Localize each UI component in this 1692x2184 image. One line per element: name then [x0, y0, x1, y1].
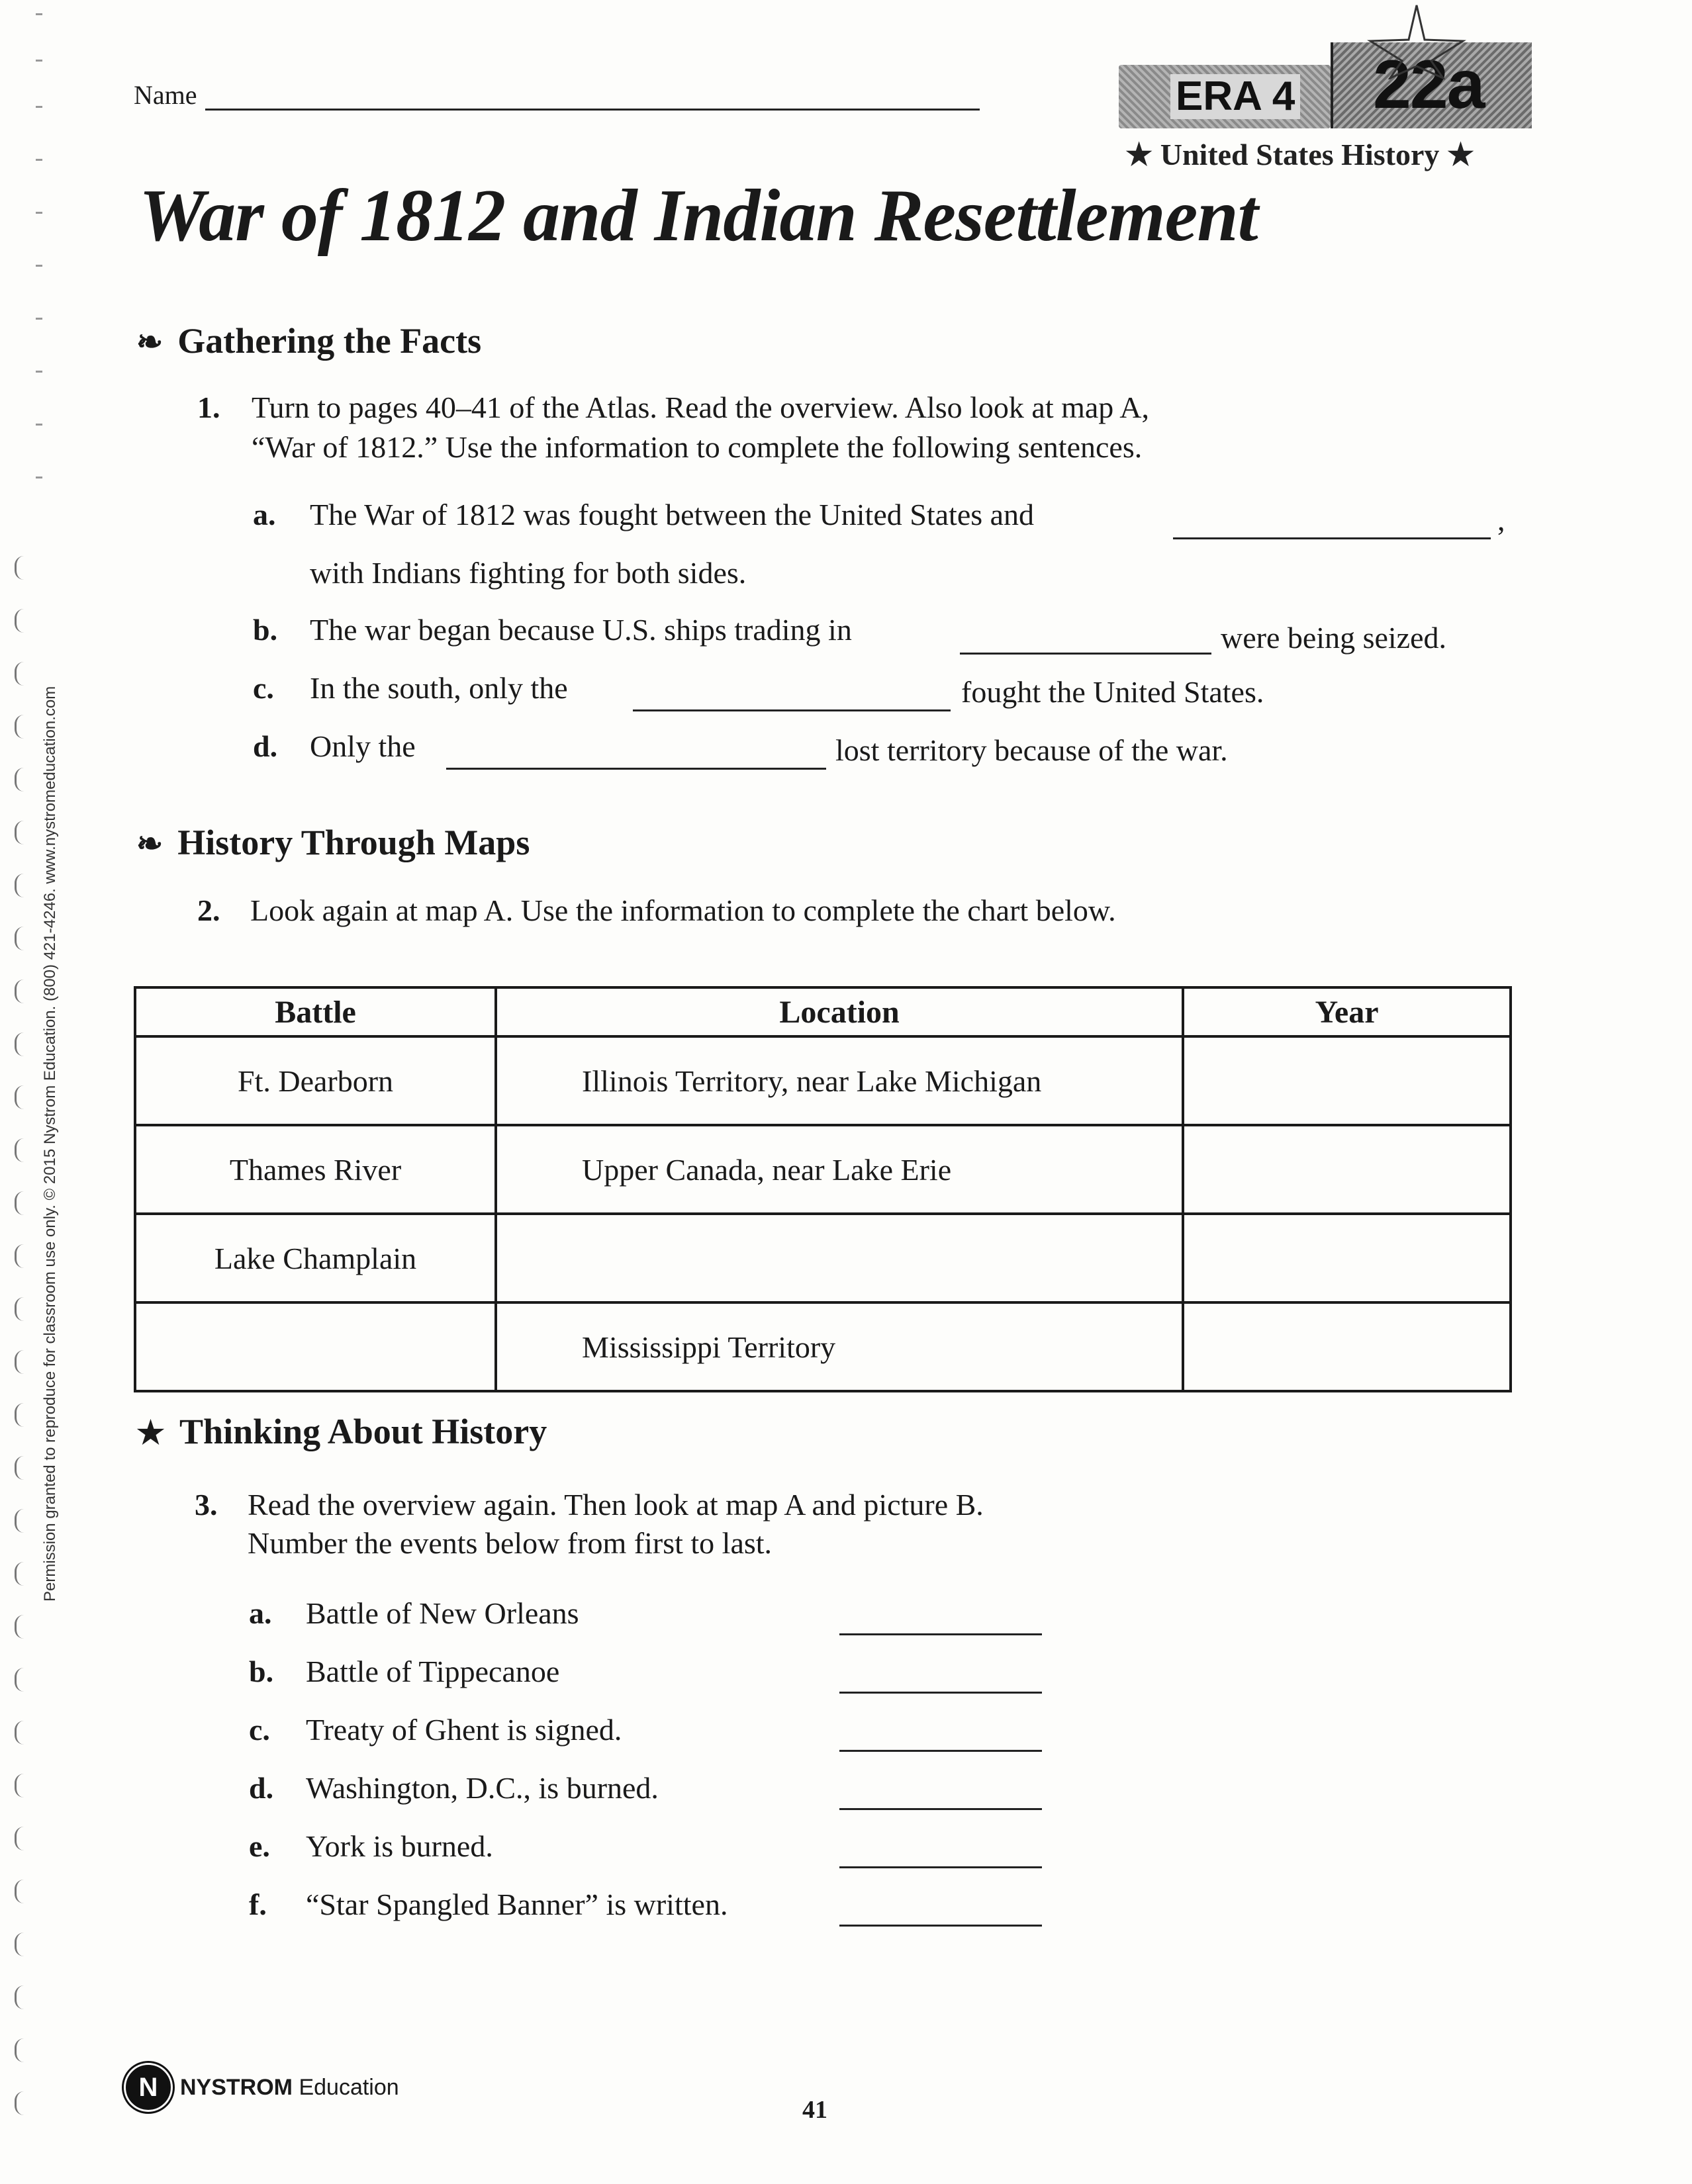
battle-chart: [134, 986, 1512, 1392]
name-label: Name: [134, 80, 197, 110]
year-cell[interactable]: [1183, 1214, 1511, 1302]
answer-blank[interactable]: [1173, 537, 1491, 539]
battle-cell: Thames River: [135, 1125, 496, 1214]
item-text-cont: with Indians fighting for both sides.: [310, 556, 747, 590]
column-header-year: Year: [1183, 987, 1511, 1036]
location-cell[interactable]: [496, 1214, 1183, 1302]
item-text-after: lost territory because of the war.: [835, 733, 1228, 767]
event-order-blank[interactable]: [839, 1866, 1042, 1868]
event-order-blank[interactable]: [839, 1925, 1042, 1927]
year-cell[interactable]: [1183, 1125, 1511, 1214]
question-3-number: 3.: [195, 1488, 218, 1522]
item-text: Only the: [310, 729, 416, 763]
question-1-number: 1.: [197, 390, 220, 424]
nystrom-logo-icon: N: [126, 2065, 171, 2110]
section-heading: History Through Maps: [177, 823, 530, 862]
item-letter: c.: [253, 671, 274, 705]
event-letter: c.: [249, 1713, 270, 1747]
event-text: York is burned.: [306, 1829, 493, 1863]
section-heading: Gathering the Facts: [177, 321, 482, 361]
publisher-logo: [126, 2065, 399, 2110]
column-header-location: Location: [496, 987, 1183, 1036]
section-thinking-about-history: [136, 1411, 547, 1452]
table-row: [135, 1214, 1511, 1302]
era-badge: [1119, 65, 1331, 128]
event-letter: e.: [249, 1829, 270, 1863]
battle-cell: Lake Champlain: [135, 1214, 496, 1302]
copyright-note: Permission granted to reproduce for classroom use only. © 2015 Nystrom Education. (800) 421-4246. www.nystromeducation.com: [41, 686, 59, 1602]
section-heading: Thinking About History: [179, 1412, 547, 1451]
location-cell: Illinois Territory, near Lake Michigan: [496, 1036, 1183, 1125]
unit-number: 22a: [1373, 46, 1484, 123]
event-order-blank[interactable]: [839, 1750, 1042, 1752]
event-letter: b.: [249, 1655, 274, 1688]
location-cell: Mississippi Territory: [496, 1302, 1183, 1391]
leaf-bullet-icon: ❧: [136, 325, 164, 360]
page-title: War of 1812 and Indian Resettlement: [139, 175, 1258, 257]
star-outline-icon: [1350, 0, 1483, 79]
battle-cell: Ft. Dearborn: [135, 1036, 496, 1125]
event-order-blank[interactable]: [839, 1808, 1042, 1810]
question-3-line1: Read the overview again. Then look at map A and picture B.: [248, 1488, 984, 1522]
course-subtitle: ★ United States History ★: [1125, 138, 1475, 171]
event-order-blank[interactable]: [839, 1692, 1042, 1694]
item-text: The War of 1812 was fought between the United States and: [310, 498, 1035, 531]
event-letter: f.: [249, 1888, 267, 1921]
page-number: 41: [802, 2096, 827, 2124]
answer-blank[interactable]: [446, 768, 826, 770]
table-row: [135, 1302, 1511, 1391]
event-letter: d.: [249, 1771, 274, 1805]
question-2-number: 2.: [197, 893, 220, 927]
star-bullet-icon: ★: [136, 1416, 165, 1451]
item-text: The war began because U.S. ships trading in: [310, 613, 852, 647]
item-letter: a.: [253, 498, 276, 531]
name-field-line[interactable]: [205, 109, 980, 111]
event-text: Battle of Tippecanoe: [306, 1655, 560, 1688]
table-header-row: [135, 987, 1511, 1036]
section-gathering-facts: [136, 320, 481, 361]
item-text-after: fought the United States.: [961, 675, 1264, 709]
section-history-through-maps: [136, 822, 530, 863]
event-order-blank[interactable]: [839, 1633, 1042, 1635]
event-text: Treaty of Ghent is signed.: [306, 1713, 622, 1747]
publisher-name: NYSTROM Education: [180, 2074, 399, 2100]
answer-blank[interactable]: [633, 709, 951, 711]
item-text-after: were being seized.: [1221, 621, 1447, 655]
question-1-line2: “War of 1812.” Use the information to complete the following sentences.: [252, 430, 1143, 464]
question-2-text: Look again at map A. Use the information to complete the chart below.: [250, 893, 1116, 927]
item-text: In the south, only the: [310, 671, 568, 705]
leaf-bullet-icon: ❧: [136, 827, 164, 862]
event-text: Battle of New Orleans: [306, 1596, 579, 1630]
battle-cell[interactable]: [135, 1302, 496, 1391]
answer-blank[interactable]: [960, 653, 1211, 655]
year-cell[interactable]: [1183, 1302, 1511, 1391]
year-cell[interactable]: [1183, 1036, 1511, 1125]
table-row: [135, 1036, 1511, 1125]
item-letter: d.: [253, 729, 278, 763]
table-row: [135, 1125, 1511, 1214]
item-text-after: ,: [1497, 503, 1505, 537]
question-3-line2: Number the events below from first to last.: [248, 1526, 773, 1560]
column-header-battle: Battle: [135, 987, 496, 1036]
event-letter: a.: [249, 1596, 272, 1630]
era-label: ERA 4: [1170, 74, 1300, 119]
question-1-line1: Turn to pages 40–41 of the Atlas. Read the overview. Also look at map A,: [252, 390, 1149, 424]
event-text: Washington, D.C., is burned.: [306, 1771, 659, 1805]
item-letter: b.: [253, 613, 278, 647]
event-text: “Star Spangled Banner” is written.: [306, 1888, 728, 1921]
location-cell: Upper Canada, near Lake Erie: [496, 1125, 1183, 1214]
